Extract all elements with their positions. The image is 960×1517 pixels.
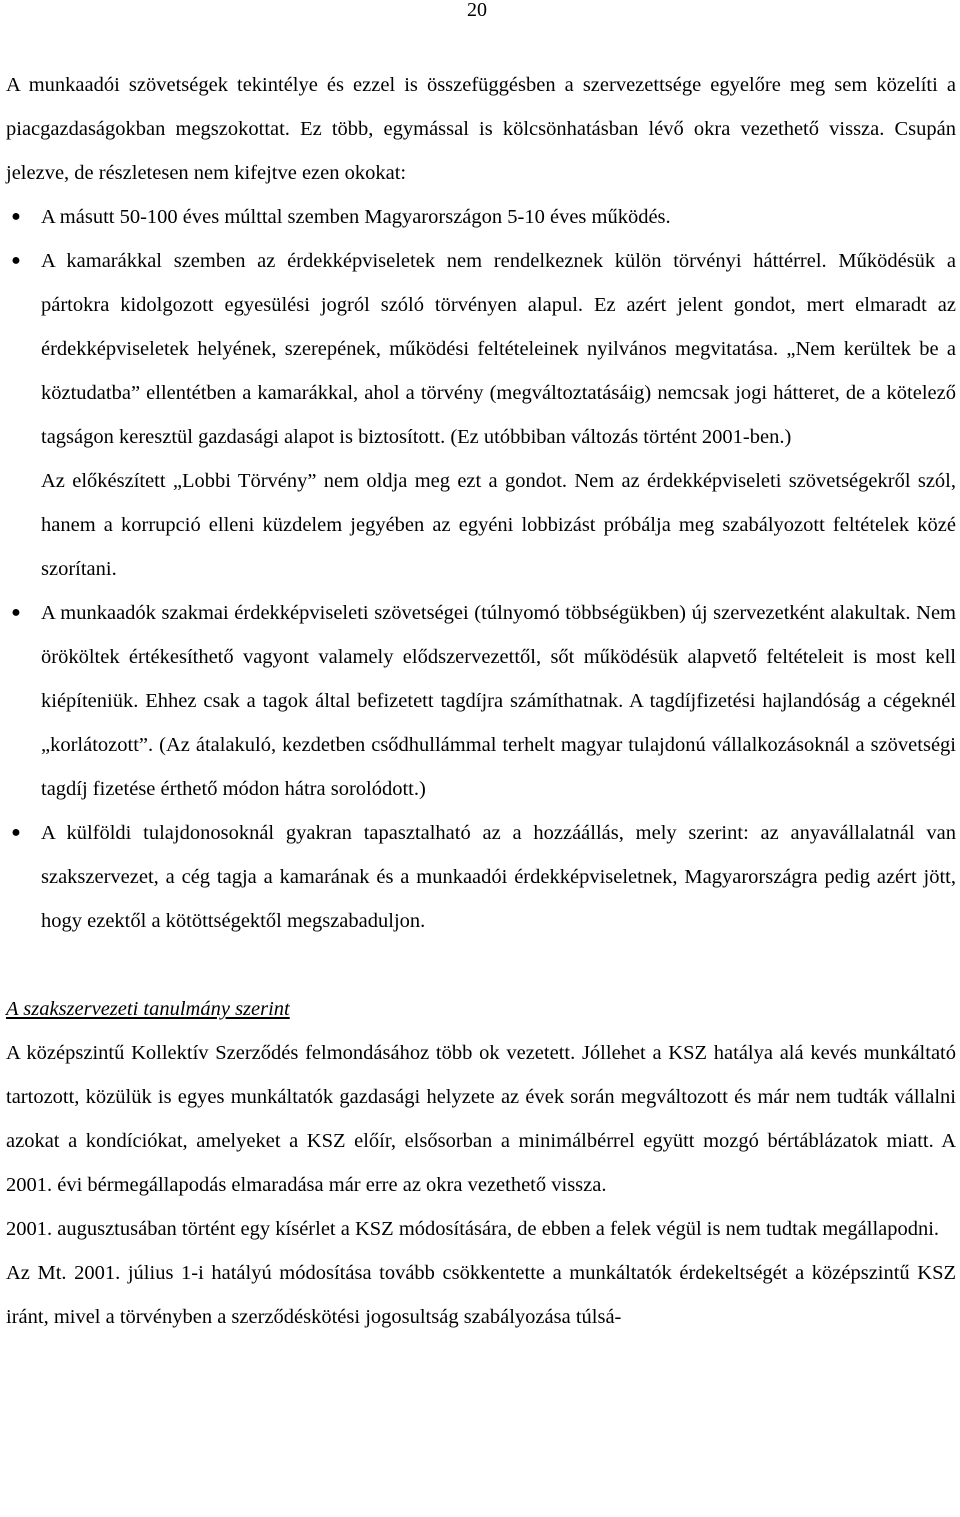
- bullet-icon: ●: [11, 824, 21, 841]
- bullet-paragraph: A munkaadók szakmai érdekképviseleti szövetségei (túlnyomó többségükben) új szervezetként alakultak. Nem örököltek értékesíthető vagyont valamely elődszervezettől, sőt működésük alapvető feltételeit is most kell kiépíteniük. Ehhez csak a tagok által befizetett tagdíjra számíthatnak. A tagdíjfizetési hajlandóság a cégeknél „korlátozott”. (Az átalakuló, kezdetben csődhullámmal terhelt magyar tulajdonú vállalkozásoknál a szövetségi tagdíj fizetése érthető módon hátra sorolódott.): [41, 602, 956, 800]
- bullet-icon: ●: [11, 208, 21, 225]
- bullet-item: [6, 811, 956, 943]
- bullet-item: [6, 239, 956, 591]
- intro-paragraph: A munkaadói szövetségek tekintélye és ezzel is összefüggésben a szervezettsége egyelőre meg sem közelíti a piacgazdaságokban megszokottat. Ez több, egymással is kölcsönhatásban lévő okra vezethető vissza. Csupán jelezve, de részletesen nem kifejtve ezen okokat:: [6, 74, 956, 184]
- bullet-paragraph: A kamarákkal szemben az érdekképviseletek nem rendelkeznek külön törvényi háttérrel. Működésük a pártokra kidolgozott egyesülési jogról szóló törvényen alapul. Ez azért jelent gondot, mert elmaradt az érdekképviseletek helyének, szerepének, működési feltételeinek nyilvános megvitatása. „Nem kerültek be a köztudatba” ellentétben a kamarákkal, ahol a törvény (megváltoztatásáig) nemcsak jogi hátteret, de a kötelező tagságon keresztül gazdasági alapot is biztosított. (Ez utóbbiban változás történt 2001-ben.): [41, 250, 956, 448]
- bullet-item: [6, 195, 956, 239]
- bullet-item: [6, 591, 956, 811]
- section-paragraph: A középszintű Kollektív Szerződés felmondásához több ok vezetett. Jóllehet a KSZ hatálya alá kevés munkáltató tartozott, közülük is egyes munkáltatók gazdasági helyzete az évek során megváltozott és már nem tudták vállalni azokat a kondíciókat, amelyeket a KSZ előír, elsősorban a minimálbérrel együtt mozgó bértáblázatok miatt. A 2001. évi bérmegállapodás elmaradása már erre az okra vezethető vissza.: [6, 1042, 956, 1196]
- bullet-list: [6, 195, 956, 943]
- bullet-icon: ●: [11, 604, 21, 621]
- bullet-paragraph: A külföldi tulajdonosoknál gyakran tapasztalható az a hozzáállás, mely szerint: az anyavállalatnál van szakszervezet, a cég tagja a kamarának és a munkaadói érdekképviseletnek, Magyarországra pedig azért jött, hogy ezektől a kötöttségektől megszabaduljon.: [41, 822, 956, 932]
- section-heading: A szakszervezeti tanulmány szerint: [6, 998, 290, 1020]
- section-paragraph: Az Mt. 2001. július 1-i hatályú módosítása tovább csökkentette a munkáltatók érdekeltségét a középszintű KSZ iránt, mivel a törvényben a szerződéskötési jogosultság szabályozása túlsá-: [6, 1262, 956, 1328]
- bullet-paragraph: A másutt 50-100 éves múlttal szemben Magyarországon 5-10 éves működés.: [41, 206, 671, 228]
- document-body: [6, 63, 956, 1339]
- bullet-icon: ●: [11, 252, 21, 269]
- page-number: 20: [467, 0, 487, 21]
- bullet-paragraph: Az előkészített „Lobbi Törvény” nem oldja meg ezt a gondot. Nem az érdekképviseleti szövetségekről szól, hanem a korrupció elleni küzdelem jegyében az egyéni lobbizást próbálja meg szabályozott feltételek közé szorítani.: [41, 470, 956, 580]
- section-paragraph: 2001. augusztusában történt egy kísérlet a KSZ módosítására, de ebben a felek végül is nem tudtak megállapodni.: [6, 1218, 940, 1240]
